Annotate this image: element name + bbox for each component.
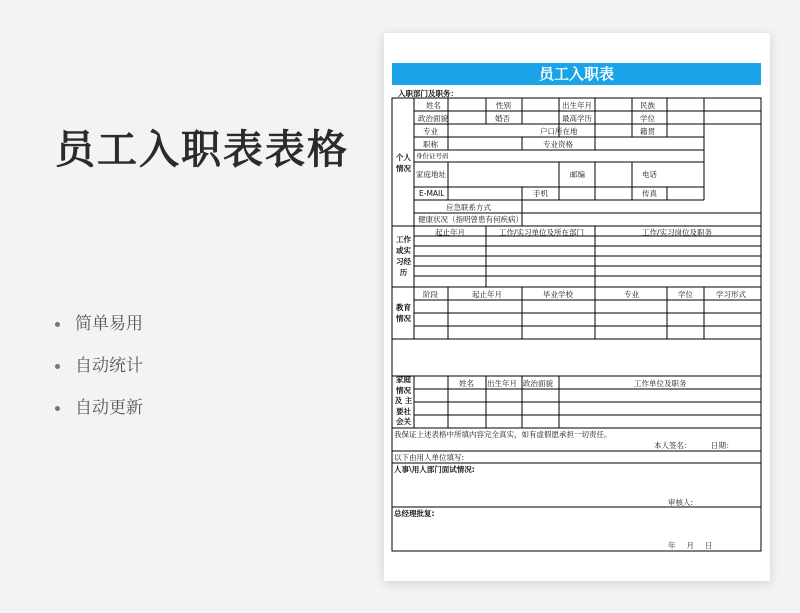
label-mobile: 手机 <box>533 189 548 198</box>
feature-item <box>55 352 143 394</box>
page-headline: 员工入职表表格 <box>55 127 349 173</box>
label-ethnicity: 民族 <box>640 101 655 110</box>
bullet-icon <box>55 322 60 327</box>
edu-col-major: 专业 <box>624 290 639 299</box>
label-phone: 电话 <box>642 170 657 179</box>
dept-position-label: 入职部门及职务： <box>398 89 458 98</box>
label-emergency: 应急联系方式 <box>446 203 491 212</box>
family-col-birth: 出生年月 <box>487 379 517 388</box>
label-education: 最高学历 <box>562 114 592 123</box>
signature-label: 本人签名： <box>654 441 692 450</box>
reviewer-label: 审核人: <box>668 498 694 507</box>
declaration-text: 我保证上述表格中所填内容完全真实，如有虚假愿承担一切责任。 <box>394 430 612 439</box>
label-name: 姓名 <box>426 101 441 110</box>
family-col-name: 姓名 <box>459 379 474 388</box>
feature-label: 简单易用 <box>75 314 143 334</box>
label-marital: 婚否 <box>495 114 510 123</box>
label-political: 政治面貌 <box>418 114 448 123</box>
feature-list <box>55 310 143 436</box>
label-fax: 传真 <box>642 189 657 198</box>
section-label-family: 家庭 情况 及 主 要社 会关 <box>394 375 413 426</box>
month-label: 月 <box>686 541 694 550</box>
edu-col-stage: 阶段 <box>423 290 438 299</box>
label-title: 职称 <box>423 140 438 149</box>
feature-label: 自动统计 <box>75 356 143 376</box>
label-gender: 性别 <box>496 101 511 110</box>
date-label: 日期： <box>711 441 734 450</box>
label-email: E-MAIL <box>419 189 445 198</box>
year-label: 年 <box>668 541 676 550</box>
family-col-employer: 工作单位及职务 <box>634 379 687 388</box>
label-postcode: 邮编 <box>570 170 585 179</box>
section-label-personal: 个人 情况 <box>396 153 411 173</box>
approval-date <box>668 540 724 551</box>
feature-item <box>55 394 143 436</box>
hr-interview-label: 人事\用人部门面试情况: <box>394 465 475 474</box>
label-hukou: 户口所在地 <box>540 127 578 136</box>
edu-col-school: 毕业学校 <box>543 290 573 299</box>
form-title: 员工入职表 <box>392 63 761 85</box>
edu-col-period: 起止年月 <box>472 290 502 299</box>
feature-label: 自动更新 <box>75 398 143 418</box>
work-col-position: 工作/实习岗位及职务 <box>642 228 713 237</box>
work-col-employer: 工作/实习单位及所在部门 <box>499 228 585 237</box>
gm-approval-label: 总经理批复: <box>394 509 435 518</box>
label-degree: 学位 <box>640 114 655 123</box>
bullet-icon <box>55 364 60 369</box>
label-qualification: 专业资格 <box>543 140 573 149</box>
feature-item <box>55 310 143 352</box>
label-id-number: 身份证号码 <box>416 152 449 160</box>
employer-fill-label: 以下由用人单位填写: <box>394 453 465 462</box>
edu-col-mode: 学习形式 <box>716 290 746 299</box>
label-address: 家庭地址 <box>416 170 446 179</box>
label-native: 籍贯 <box>640 127 655 136</box>
label-health: 健康状况（指明曾患有何疾病） <box>418 215 523 224</box>
edu-col-degree: 学位 <box>678 290 693 299</box>
day-label: 日 <box>705 541 713 550</box>
section-label-education: 教育 情况 <box>396 303 411 323</box>
label-birth: 出生年月 <box>562 101 592 110</box>
family-col-political: 政治面貌 <box>523 379 553 388</box>
work-col-period: 起止年月 <box>435 228 465 237</box>
bullet-icon <box>55 406 60 411</box>
label-major: 专业 <box>423 127 438 136</box>
section-label-work: 工作 或实 习经 历 <box>396 235 411 277</box>
